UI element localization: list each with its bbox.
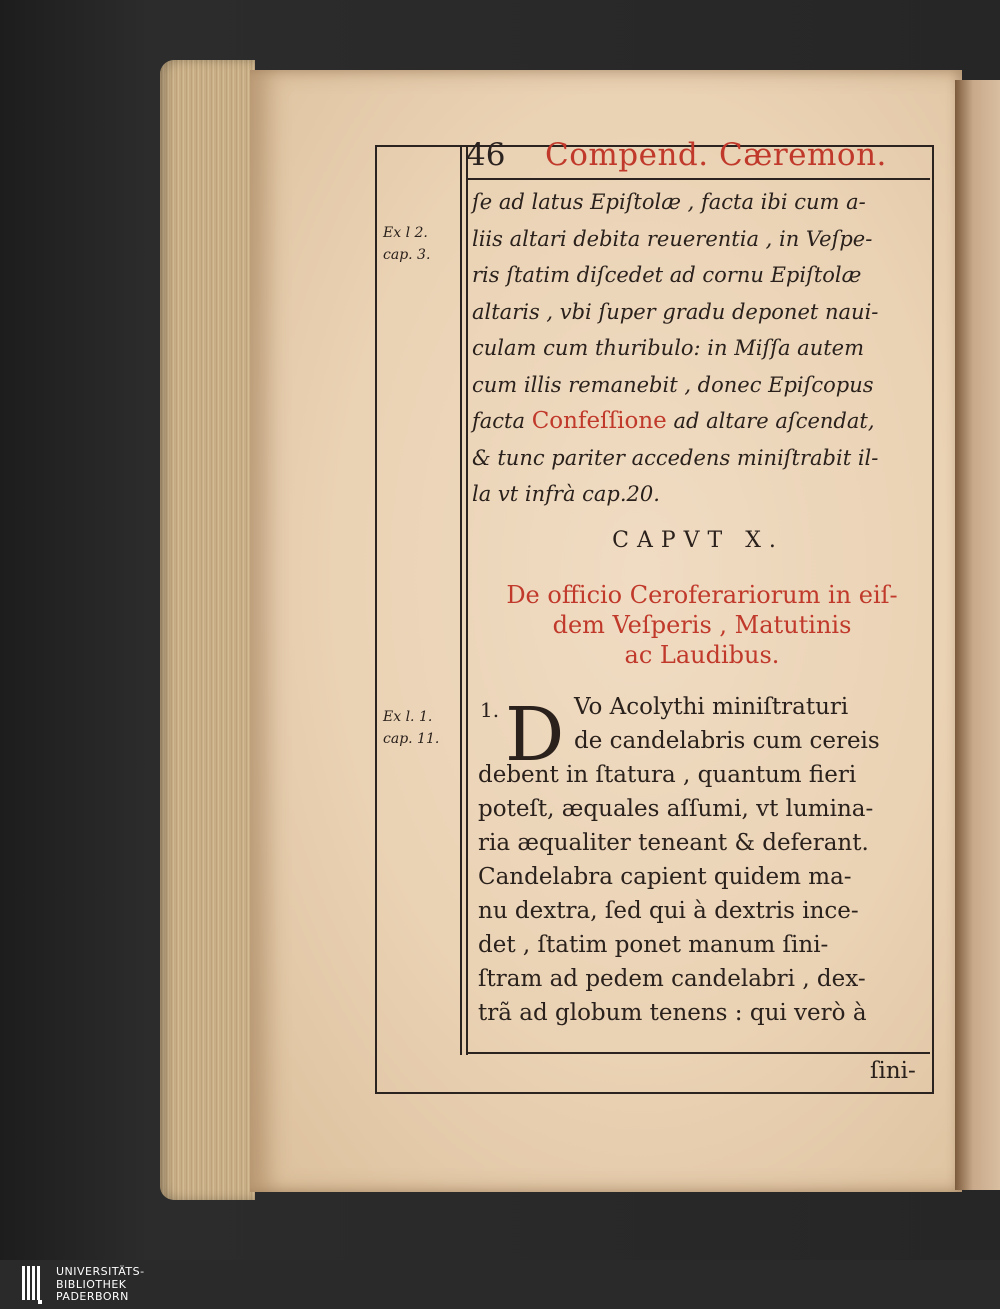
text-line: altaris , vbi ſuper gradu deponet naui-	[472, 299, 879, 324]
body-paragraph	[478, 690, 930, 1030]
chapter-title-line: De officio Ceroferariorum in eiſ-	[506, 581, 898, 609]
text-line: det , ſtatim ponet manum ſini-	[478, 932, 829, 958]
rubric-word: Confeſſione	[531, 408, 667, 434]
drop-cap: D	[505, 692, 565, 778]
text-line: nu dextra, ſed qui à dextris ince-	[478, 898, 859, 924]
text-line: culam cum thuribulo: in Miſſa autem	[472, 336, 865, 360]
chapter-title-line: ac Laudibus.	[624, 641, 780, 669]
footer-bar	[0, 1260, 1000, 1309]
chapter-title-line: dem Veſperis , Matutinis	[552, 611, 852, 639]
frame-margin-rule-inner	[466, 145, 468, 1055]
text-line: & tunc pariter accedens miniſtrabit il-	[472, 445, 879, 470]
book-page-edges	[160, 60, 255, 1200]
italic-paragraph	[472, 184, 932, 513]
logo-line: BIBLIOTHEK	[56, 1277, 127, 1291]
text-line: ris ſtatim diſcedet ad cornu Epiſtolæ	[472, 263, 862, 287]
frame-margin-rule	[460, 145, 462, 1055]
text-line: ſtram ad pedem candelabri , dex-	[478, 966, 866, 992]
text-line: ſe ad latus Epiſtolæ , facta ibi cum a-	[472, 190, 866, 214]
text-line-with-rubric	[472, 403, 932, 440]
text-line: ria æqualiter teneant & deferant.	[478, 830, 869, 856]
text-line: trã ad globum tenens : qui verò à	[478, 1000, 867, 1026]
header-rule	[466, 178, 930, 180]
library-logo-icon	[22, 1266, 48, 1306]
text-line: Candelabra capient quidem ma-	[478, 864, 852, 890]
text-fragment: facta	[472, 409, 526, 433]
margin-note-line: Ex l 2.	[383, 225, 428, 241]
chapter-heading: CAPVT X.	[612, 528, 784, 553]
logo-dot	[38, 1300, 42, 1304]
text-line: la vt infrà cap.20.	[472, 482, 660, 506]
margin-note-line: cap. 3.	[383, 247, 431, 263]
text-fragment: ad altare aſcendat,	[673, 409, 875, 433]
logo-line: PADERBORN	[56, 1290, 129, 1303]
text-line: cum illis remanebit , donec Epiſcopus	[472, 372, 874, 397]
margin-note-2	[383, 706, 439, 750]
running-head: Compend. Cæremon.	[545, 137, 887, 173]
margin-note-line: cap. 11.	[383, 731, 440, 747]
facing-page-edge	[955, 80, 1000, 1190]
text-line: liis altari debita reuerentia , in Veſpe-	[472, 226, 873, 251]
library-logo-text	[56, 1266, 145, 1304]
text-line: de candelabris cum cereis	[574, 728, 880, 754]
margin-note-line: Ex l. 1.	[383, 709, 433, 725]
margin-note-1	[383, 222, 430, 266]
paragraph-number: 1.	[480, 698, 500, 722]
page-number: 46	[466, 137, 506, 173]
footer-rule	[466, 1052, 930, 1054]
text-line: debent in ſtatura , quantum fieri	[478, 762, 857, 788]
catchword: ſini-	[870, 1058, 916, 1084]
logo-line: UNIVERSITÄTS-	[56, 1265, 145, 1278]
text-line: Vo Acolythi miniſtraturi	[574, 694, 849, 720]
text-line: poteſt, æquales aſſumi, vt lumina-	[478, 796, 874, 822]
chapter-title	[472, 580, 932, 670]
